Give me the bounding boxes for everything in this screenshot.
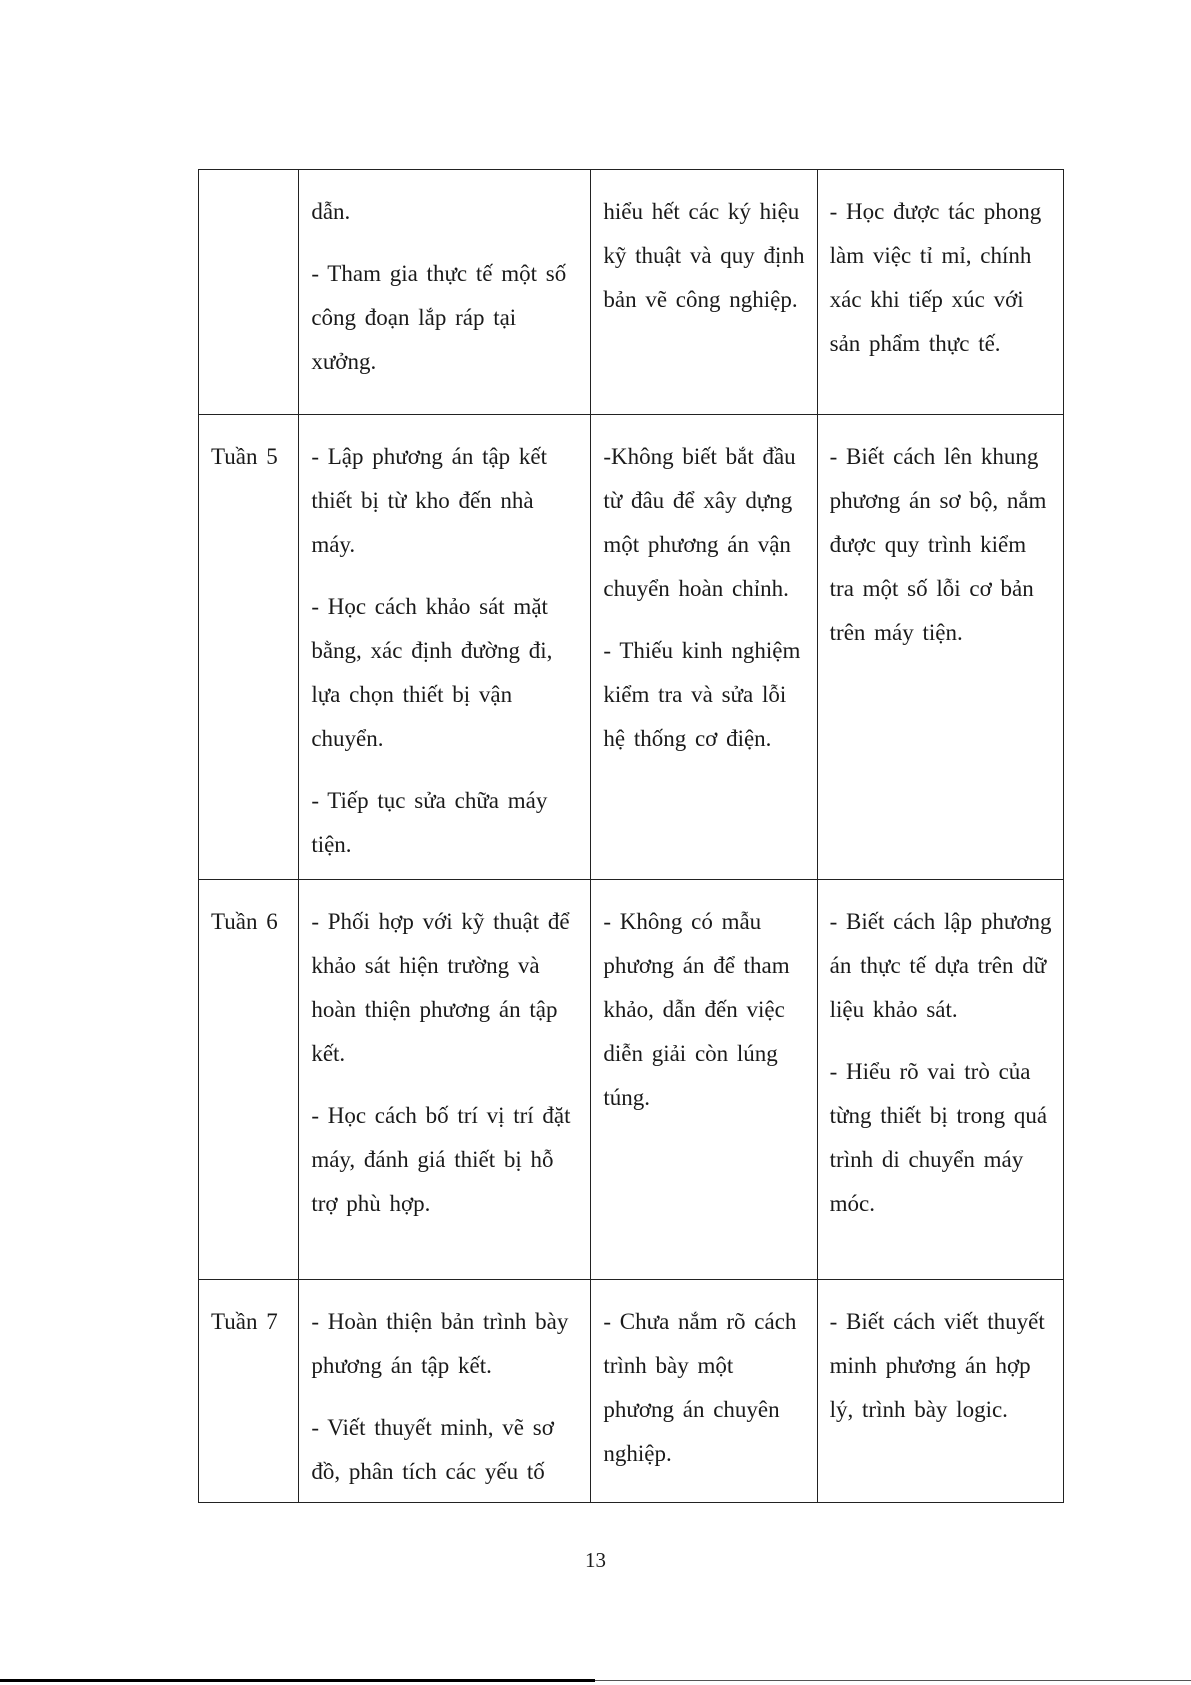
week-cell [199,170,299,415]
weekly-report-table [198,169,1064,1503]
difficulties-cell [591,170,817,415]
week-cell: Tuần 6 [199,880,299,1280]
tasks-cell [299,880,591,1280]
page-edge-divider-light [595,1680,1191,1681]
page-edge-divider [0,1679,595,1682]
difficulty-item: - Thiếu kinh nghiệm kiểm tra và sửa lỗi hệ thống cơ điện. [603,638,801,751]
learned-item: - Biết cách viết thuyết minh phương án hợp lý, trình bày logic. [829,1309,1045,1422]
table-row [199,1280,1064,1503]
difficulty-item: - Chưa nắm rõ cách trình bày một phương án chuyên nghiệp. [603,1309,797,1466]
task-item: dẫn. [311,199,351,224]
table-row [199,880,1064,1280]
task-item: - Tham gia thực tế một số công đoạn lắp ráp tại xưởng. [311,261,567,374]
learned-item: - Hiểu rõ vai trò của từng thiết bị trong quá trình di chuyển máy móc. [829,1059,1048,1216]
difficulties-cell [591,880,817,1280]
task-item: - Phối hợp với kỹ thuật để khảo sát hiện trường và hoàn thiện phương án tập kết. [311,909,570,1066]
difficulty-item: -Không biết bắt đầu từ đâu để xây dựng một phương án vận chuyển hoàn chỉnh. [603,444,796,601]
learned-cell [817,170,1063,415]
task-item: - Hoàn thiện bản trình bày phương án tập kết. [311,1309,569,1378]
difficulty-item: hiểu hết các ký hiệu kỹ thuật và quy định bản vẽ công nghiệp. [603,199,805,312]
table-row [199,415,1064,880]
learned-item: - Học được tác phong làm việc tỉ mỉ, chính xác khi tiếp xúc với sản phẩm thực tế. [829,199,1042,356]
tasks-cell [299,170,591,415]
task-item: - Viết thuyết minh, vẽ sơ đồ, phân tích các yếu tố [311,1415,554,1484]
difficulty-item: - Không có mẫu phương án để tham khảo, dẫn đến việc diễn giải còn lúng túng. [603,909,790,1110]
task-item: - Lập phương án tập kết thiết bị từ kho đến nhà máy. [311,444,548,557]
difficulties-cell [591,1280,817,1503]
learned-item: - Biết cách lập phương án thực tế dựa trên dữ liệu khảo sát. [829,909,1052,1022]
tasks-cell [299,1280,591,1503]
week-cell: Tuần 5 [199,415,299,880]
table-row [199,170,1064,415]
learned-item: - Biết cách lên khung phương án sơ bộ, nắm được quy trình kiểm tra một số lỗi cơ bản trên máy tiện. [829,444,1047,645]
task-item: - Học cách khảo sát mặt bằng, xác định đường đi, lựa chọn thiết bị vận chuyển. [311,594,553,751]
task-item: - Học cách bố trí vị trí đặt máy, đánh giá thiết bị hỗ trợ phù hợp. [311,1103,571,1216]
tasks-cell [299,415,591,880]
learned-cell [817,880,1063,1280]
learned-cell [817,415,1063,880]
page-number: 13 [585,1548,606,1572]
learned-cell [817,1280,1063,1503]
difficulties-cell [591,415,817,880]
task-item: - Tiếp tục sửa chữa máy tiện. [311,788,548,857]
week-cell: Tuần 7 [199,1280,299,1503]
